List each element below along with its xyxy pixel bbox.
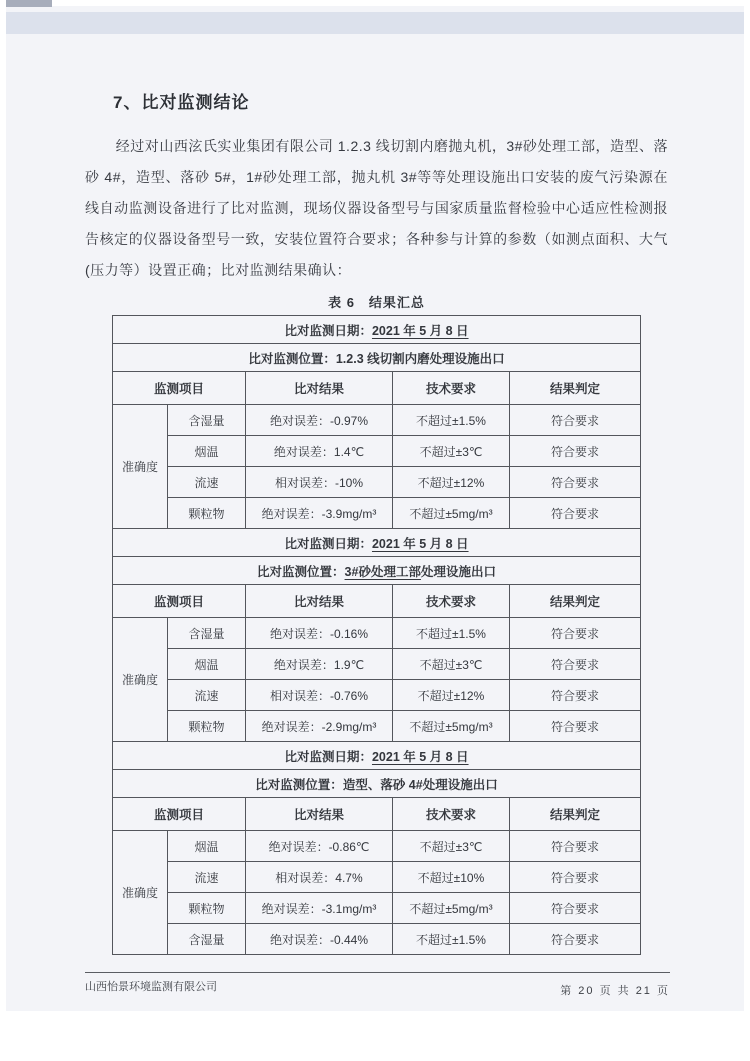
table-row bbox=[112, 742, 640, 770]
table-row bbox=[112, 405, 640, 436]
page-content bbox=[85, 6, 668, 955]
item-cell: 颗粒物 bbox=[167, 498, 245, 529]
requirement-cell: 不超过±5mg/m³ bbox=[392, 498, 509, 529]
table-row bbox=[112, 711, 640, 742]
requirement-cell: 不超过±10% bbox=[392, 862, 509, 893]
requirement-cell: 不超过±3℃ bbox=[392, 436, 509, 467]
col-header-result: 比对结果 bbox=[245, 372, 392, 405]
category-cell: 准确度 bbox=[112, 618, 167, 742]
date-value: 2021 年 5 月 8 日 bbox=[371, 749, 469, 764]
table-header-row bbox=[112, 798, 640, 831]
item-cell: 烟温 bbox=[167, 831, 245, 862]
col-header-result: 比对结果 bbox=[245, 798, 392, 831]
location-label: 比对监测位置： bbox=[255, 777, 343, 792]
table-row bbox=[112, 467, 640, 498]
date-value: 2021 年 5 月 8 日 bbox=[371, 323, 469, 338]
item-cell: 流速 bbox=[167, 680, 245, 711]
col-header-result: 比对结果 bbox=[245, 585, 392, 618]
table-row bbox=[112, 344, 640, 372]
item-cell: 含湿量 bbox=[167, 405, 245, 436]
table-row bbox=[112, 618, 640, 649]
monitor-location-cell bbox=[112, 770, 640, 798]
col-header-item: 监测项目 bbox=[112, 585, 245, 618]
category-cell: 准确度 bbox=[112, 405, 167, 529]
monitor-location-cell bbox=[112, 557, 640, 585]
item-cell: 烟温 bbox=[167, 649, 245, 680]
judgement-cell: 符合要求 bbox=[509, 405, 640, 436]
table-row bbox=[112, 770, 640, 798]
col-header-judgement: 结果判定 bbox=[509, 798, 640, 831]
judgement-cell: 符合要求 bbox=[509, 711, 640, 742]
location-label: 比对监测位置： bbox=[257, 564, 345, 579]
result-cell: 绝对误差：1.4℃ bbox=[245, 436, 392, 467]
location-label: 比对监测位置： bbox=[248, 351, 336, 366]
item-cell: 烟温 bbox=[167, 436, 245, 467]
section-heading: 7、比对监测结论 bbox=[113, 93, 250, 112]
location-underlined: 3#砂处理工部 bbox=[344, 564, 421, 579]
table-row bbox=[112, 680, 640, 711]
location-text: 1.2.3 线切割内磨处理设施出口 bbox=[335, 351, 505, 366]
result-cell: 绝对误差：-3.1mg/m³ bbox=[245, 893, 392, 924]
col-header-requirement: 技术要求 bbox=[392, 798, 509, 831]
col-header-requirement: 技术要求 bbox=[392, 585, 509, 618]
col-header-item: 监测项目 bbox=[112, 798, 245, 831]
requirement-cell: 不超过±3℃ bbox=[392, 831, 509, 862]
item-cell: 颗粒物 bbox=[167, 893, 245, 924]
result-cell: 绝对误差：-2.9mg/m³ bbox=[245, 711, 392, 742]
category-cell: 准确度 bbox=[112, 831, 167, 955]
date-value: 2021 年 5 月 8 日 bbox=[371, 536, 469, 551]
result-cell: 绝对误差：-0.16% bbox=[245, 618, 392, 649]
judgement-cell: 符合要求 bbox=[509, 618, 640, 649]
table-header-row bbox=[112, 585, 640, 618]
monitor-date-cell bbox=[112, 742, 640, 770]
monitor-location-cell bbox=[112, 344, 640, 372]
table-row bbox=[112, 893, 640, 924]
page-footer bbox=[85, 972, 670, 998]
table-row bbox=[112, 862, 640, 893]
judgement-cell: 符合要求 bbox=[509, 831, 640, 862]
requirement-cell: 不超过±1.5% bbox=[392, 405, 509, 436]
result-cell: 相对误差：-0.76% bbox=[245, 680, 392, 711]
col-header-requirement: 技术要求 bbox=[392, 372, 509, 405]
result-cell: 绝对误差：-0.97% bbox=[245, 405, 392, 436]
requirement-cell: 不超过±1.5% bbox=[392, 618, 509, 649]
item-cell: 流速 bbox=[167, 467, 245, 498]
item-cell: 颗粒物 bbox=[167, 711, 245, 742]
document-page bbox=[6, 6, 744, 1011]
col-header-item: 监测项目 bbox=[112, 372, 245, 405]
col-header-judgement: 结果判定 bbox=[509, 372, 640, 405]
date-label: 比对监测日期： bbox=[284, 536, 372, 551]
result-cell: 相对误差：-10% bbox=[245, 467, 392, 498]
conclusion-paragraph: 经过对山西泫氏实业集团有限公司 1.2.3 线切割内磨抛丸机，3#砂处理工部，造型、落砂 4#，造型、落砂 5#，1#砂处理工部，抛丸机 3#等等处理设施出口安装的废气污染源在线自动监测设备进行了比对监测，现场仪器设备型号与国家质量监督检验中心适应性检测报告核定的仪器设备型号一致，安装位置符合要求；各种参与计算的参数（如测点面积、大气(压力等）设置正确；比对监测结果确认： bbox=[85, 138, 668, 278]
judgement-cell: 符合要求 bbox=[509, 436, 640, 467]
result-cell: 相对误差：4.7% bbox=[245, 862, 392, 893]
location-text: 造型、落砂 4#处理设施出口 bbox=[342, 777, 498, 792]
judgement-cell: 符合要求 bbox=[509, 862, 640, 893]
table-row bbox=[112, 316, 640, 344]
requirement-cell: 不超过±5mg/m³ bbox=[392, 711, 509, 742]
requirement-cell: 不超过±3℃ bbox=[392, 649, 509, 680]
item-cell: 含湿量 bbox=[167, 924, 245, 955]
table-row bbox=[112, 924, 640, 955]
location-text: 处理设施出口 bbox=[420, 564, 496, 579]
item-cell: 流速 bbox=[167, 862, 245, 893]
judgement-cell: 符合要求 bbox=[509, 498, 640, 529]
results-summary-table bbox=[112, 315, 641, 955]
table-row bbox=[112, 436, 640, 467]
requirement-cell: 不超过±12% bbox=[392, 680, 509, 711]
col-header-judgement: 结果判定 bbox=[509, 585, 640, 618]
judgement-cell: 符合要求 bbox=[509, 680, 640, 711]
judgement-cell: 符合要求 bbox=[509, 924, 640, 955]
item-cell: 含湿量 bbox=[167, 618, 245, 649]
requirement-cell: 不超过±12% bbox=[392, 467, 509, 498]
monitor-date-cell bbox=[112, 316, 640, 344]
result-cell: 绝对误差：-0.86℃ bbox=[245, 831, 392, 862]
table-header-row bbox=[112, 372, 640, 405]
date-label: 比对监测日期： bbox=[284, 323, 372, 338]
footer-page-number: 第 20 页 共 21 页 bbox=[560, 985, 670, 997]
table-caption: 表 6 结果汇总 bbox=[328, 295, 425, 310]
table-row bbox=[112, 649, 640, 680]
judgement-cell: 符合要求 bbox=[509, 467, 640, 498]
result-cell: 绝对误差：-3.9mg/m³ bbox=[245, 498, 392, 529]
monitor-date-cell bbox=[112, 529, 640, 557]
table-row bbox=[112, 557, 640, 585]
requirement-cell: 不超过±5mg/m³ bbox=[392, 893, 509, 924]
requirement-cell: 不超过±1.5% bbox=[392, 924, 509, 955]
judgement-cell: 符合要求 bbox=[509, 893, 640, 924]
result-cell: 绝对误差：-0.44% bbox=[245, 924, 392, 955]
footer-company-name: 山西怡景环境监测有限公司 bbox=[85, 981, 217, 993]
result-cell: 绝对误差：1.9℃ bbox=[245, 649, 392, 680]
table-row bbox=[112, 498, 640, 529]
judgement-cell: 符合要求 bbox=[509, 649, 640, 680]
table-row bbox=[112, 529, 640, 557]
table-row bbox=[112, 831, 640, 862]
scan-edge-artifact bbox=[6, 0, 52, 7]
date-label: 比对监测日期： bbox=[284, 749, 372, 764]
